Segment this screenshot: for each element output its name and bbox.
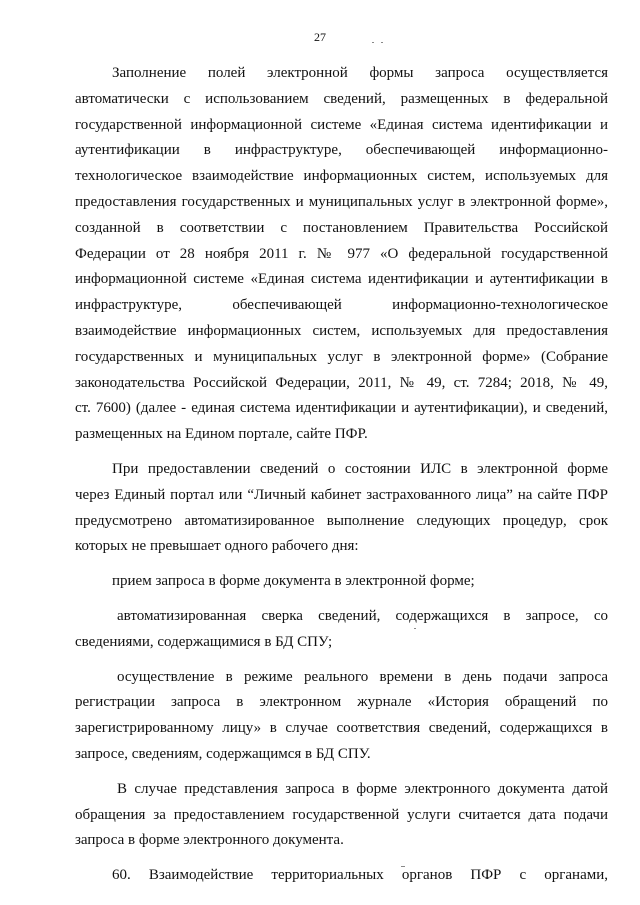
text-line: законодательства Российской Федерации, 2011, № 49, ст. 7284; 2018, № 49,	[75, 374, 608, 391]
text-line: технологическое взаимодействие информационных систем, используемых для	[75, 168, 608, 185]
text-line: регистрации запроса в электронном журнале «История обращений по	[75, 694, 608, 711]
text-line: которых не превышает одного рабочего дня:	[75, 538, 359, 555]
text-line: Федерации от 28 ноября 2011 г. № 977 «О федеральной государственной	[75, 245, 608, 262]
text-line: сведениями, содержащимися в БД СПУ;	[75, 633, 333, 650]
paragraph	[75, 604, 608, 656]
text-line: прием запроса в форме документа в электронной форме;	[112, 573, 475, 590]
text-line: инфраструктуре, обеспечивающей информационно-технологическое	[75, 297, 608, 314]
text-line: запроса в форме электронного документа.	[75, 832, 344, 849]
scan-speck	[381, 42, 383, 43]
text-line: через Единый портал или “Личный кабинет застрахованного лица” на сайте ПФР	[75, 486, 608, 503]
paragraph	[75, 863, 608, 889]
paragraph	[75, 61, 608, 448]
text-line: взаимодействие информационных систем, используемых для предоставления	[75, 322, 608, 339]
paragraph	[75, 569, 608, 595]
page-number: 27	[314, 30, 326, 44]
text-line: ст. 7600) (далее - единая система идентификации и аутентификации), и сведений,	[75, 400, 608, 417]
text-line: предусмотрено автоматизированное выполнение следующих процедур, срок	[75, 512, 608, 529]
document-body	[75, 61, 608, 889]
text-line: осуществление в режиме реального времени в день подачи запроса	[117, 668, 608, 685]
text-line: государственных и муниципальных услуг в электронной форме» (Собрание	[75, 348, 608, 365]
text-line: информационной системе «Единая система идентификации и аутентификации в	[75, 271, 608, 288]
paragraph	[75, 665, 608, 768]
text-line: размещенных на Едином портале, сайте ПФР.	[75, 426, 368, 443]
text-line: аутентификации в инфраструктуре, обеспечивающей информационно-	[75, 142, 608, 159]
text-line: запросе, сведениям, содержащимся в БД СПУ.	[75, 745, 371, 762]
text-line: автоматически с использованием сведений, размещенных в федеральной	[75, 90, 608, 107]
text-line: созданной в соответствии с постановлением Правительства Российской	[75, 219, 608, 236]
text-line: Заполнение полей электронной формы запроса осуществляется	[112, 65, 608, 81]
text-line: обращения за предоставлением государственной услуги считается дата подачи	[75, 806, 608, 823]
text-line: предоставления государственных и муниципальных услуг в электронной форме»,	[75, 193, 608, 210]
text-line: автоматизированная сверка сведений, содержащихся в запросе, со	[117, 607, 608, 624]
text-line: 60. Взаимодействие территориальных органов ПФР с органами,	[112, 867, 608, 884]
text-line: государственной информационной системе «Единая система идентификации и	[75, 116, 608, 133]
text-line: В случае представления запроса в форме электронного документа датой	[117, 780, 608, 797]
paragraph	[75, 777, 608, 854]
text-line: зарегистрированному лицу» в случае соответствия сведений, содержащихся в	[75, 720, 608, 737]
text-line: При предоставлении сведений о состоянии ИЛС в электронной форме	[112, 460, 608, 477]
scan-speck	[372, 42, 374, 43]
paragraph	[75, 457, 608, 560]
